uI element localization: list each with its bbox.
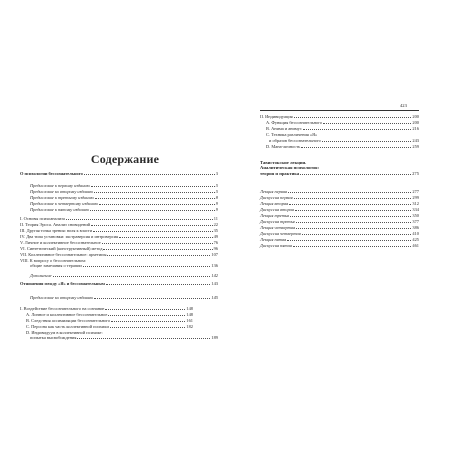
toc-entry-page: 216 <box>412 126 419 131</box>
toc-entry-page: 22 <box>213 222 218 227</box>
toc-entry-page: 189 <box>211 335 218 340</box>
heading-line-3 <box>260 171 419 176</box>
toc-entry-page: 200 <box>412 114 419 119</box>
toc-entry-title: Лекция первая <box>260 189 287 194</box>
toc-entry-title: Дискуссия пятая <box>260 243 292 248</box>
leader-dots <box>107 255 210 256</box>
heading-line-2: Аналитическая психология: <box>260 165 319 171</box>
toc-entry-title: Предисловие ко второму изданию <box>30 189 94 194</box>
toc-entry-title: А. Функция бессознательного <box>266 120 323 125</box>
lecture-entry <box>260 231 419 236</box>
leader-dots <box>289 204 411 205</box>
toc-entry-title: С. Персона как часть коллективной психики <box>26 324 109 329</box>
toc-entry-page: 410 <box>412 231 419 236</box>
lecture-entry <box>260 207 419 212</box>
toc-entry-title: А. Личное и коллективное бессознательное <box>26 312 108 317</box>
toc-entry <box>269 138 419 143</box>
toc-entry-title: Дискуссия четвертая <box>260 231 301 236</box>
leader-dots <box>53 276 211 277</box>
toc-entry <box>20 171 218 176</box>
leader-dots <box>295 210 412 211</box>
toc-entry-page: 49 <box>213 234 218 239</box>
page-title: Содержание <box>90 152 160 166</box>
lecture-entry <box>260 213 419 218</box>
lecture-entry <box>260 237 419 242</box>
leader-dots <box>119 237 213 238</box>
toc-entry-title: Дискуссия вторая <box>260 207 294 212</box>
toc-entry-continuation <box>266 144 419 149</box>
section-heading <box>260 160 419 176</box>
toc-entry-title: VIII. К вопросу о бессознательном: <box>20 258 87 263</box>
toc-entry-page: 9 <box>215 201 218 206</box>
leader-dots <box>106 284 211 285</box>
toc-entry <box>30 183 218 188</box>
leader-dots <box>293 246 412 247</box>
leader-dots <box>287 240 411 241</box>
toc-entry-page: 9 <box>215 207 218 212</box>
toc-entry-page: 259 <box>412 144 419 149</box>
heading-line-3-text: теория и практика <box>260 170 300 176</box>
toc-entry <box>266 126 419 131</box>
toc-entry-continuation <box>20 263 218 268</box>
leader-dots <box>94 298 210 299</box>
toc-entry-title: Дискуссия первая <box>260 195 293 200</box>
lecture-entry <box>260 195 419 200</box>
toc-entry <box>30 273 218 278</box>
toc-entry <box>30 201 218 206</box>
toc-entry-title: Дополнение <box>30 273 52 278</box>
toc-entry-page: 334 <box>412 207 419 212</box>
toc-entry-page: 11 <box>213 216 218 221</box>
toc-entry-page: 425 <box>412 237 419 242</box>
toc-entry-page: 161 <box>186 318 193 323</box>
toc-entry <box>20 228 218 233</box>
toc-entry-subtitle: D. Мана-личность <box>266 144 301 149</box>
toc-entry-page: 200 <box>412 120 419 125</box>
toc-entry-page: 299 <box>412 195 419 200</box>
toc-entry-page: 312 <box>412 201 419 206</box>
toc-entry <box>20 306 193 311</box>
leader-dots <box>294 198 412 199</box>
toc-entry-title: О психологии бессознательного <box>20 171 83 176</box>
toc-entry-title: I. Воздействие бессознательного на сознание <box>20 306 105 311</box>
toc-entry-title: Предисловие к пятому изданию <box>30 207 90 212</box>
toc-entry-title: Лекция пятая <box>260 237 287 242</box>
leader-dots <box>94 192 215 193</box>
leader-dots <box>300 174 411 175</box>
leader-dots <box>90 210 215 211</box>
header-rule <box>260 110 419 111</box>
toc-entry-title: D. Индивидуум в коллективной психике: <box>26 330 103 335</box>
toc-entry-title: IV. Два типа установки: экстраверсия и интроверсия <box>20 234 119 239</box>
toc-entry-title: Предисловие к первому изданию <box>30 183 90 188</box>
toc-entry <box>20 222 218 227</box>
toc-entry-page: 143 <box>211 281 218 286</box>
toc-entry-page: 107 <box>211 252 218 257</box>
toc-entry-title: Лекция четвертая <box>260 225 296 230</box>
toc-entry-page: 377 <box>412 219 419 224</box>
toc-entry-continuation <box>26 335 218 340</box>
toc-entry-page: 148 <box>186 306 193 311</box>
toc-entry <box>266 144 419 149</box>
leader-dots <box>294 117 412 118</box>
toc-entry <box>260 114 419 119</box>
toc-entry <box>20 252 218 257</box>
toc-entry-title: I. Основы психоанализа <box>20 216 65 221</box>
toc-entry-title: Предисловие к четвертому изданию <box>30 201 98 206</box>
toc-entry <box>26 324 193 329</box>
toc-entry-title: Лекция третья <box>260 213 289 218</box>
lecture-entry <box>260 219 419 224</box>
toc-entry <box>30 295 218 300</box>
toc-entry-page: 8 <box>215 195 218 200</box>
leader-dots <box>105 309 185 310</box>
toc-entry-title: V. Личное и коллективное бессознательное <box>20 240 101 245</box>
leader-dots <box>322 141 412 142</box>
toc-entry-page: 5 <box>215 189 218 194</box>
toc-entry-title: В. Следствия ассимиляции бессознательного <box>26 318 111 323</box>
toc-entry-subtitle: общие замечания о терапии <box>30 263 82 268</box>
toc-entry-page: 35 <box>213 228 218 233</box>
leader-dots <box>108 315 185 316</box>
toc-entry-subtitle: и образов бессознательного <box>269 138 321 143</box>
toc-entry-page: 461 <box>412 243 419 248</box>
toc-entry-title: В. Анима и анимус <box>266 126 302 131</box>
toc-entry-page: 277 <box>412 189 419 194</box>
leader-dots <box>102 243 213 244</box>
toc-entry <box>20 281 218 286</box>
leader-dots <box>296 222 412 223</box>
toc-entry-title: Отношения между «Я» и бессознательным <box>20 281 105 286</box>
toc-entry-subtitle: попытка высвобождения <box>30 335 77 340</box>
toc-entry <box>20 234 218 239</box>
toc-entry-page: 142 <box>211 273 218 278</box>
toc-entry-page: 5 <box>215 183 218 188</box>
leader-dots <box>91 186 215 187</box>
right-page <box>225 0 450 450</box>
leader-dots <box>111 321 185 322</box>
toc-entry <box>30 189 218 194</box>
lecture-entry <box>260 243 419 248</box>
leader-dots <box>77 338 210 339</box>
toc-entry-title: С. Техника различения «Я» <box>266 132 318 137</box>
toc-entry-title: III. Другая точка зрения: воля к власти <box>20 228 93 233</box>
leader-dots <box>290 216 411 217</box>
toc-entry <box>20 258 218 268</box>
leader-dots <box>93 231 213 232</box>
toc-entry-page: 76 <box>213 240 218 245</box>
lecture-entry <box>260 225 419 230</box>
lecture-entry <box>260 201 419 206</box>
leader-dots <box>301 147 411 148</box>
toc-entry-page: 148 <box>186 312 193 317</box>
leader-dots <box>302 234 412 235</box>
toc-entry-title: Лекция вторая <box>260 201 289 206</box>
toc-entry-title: Предисловие к третьему изданию <box>30 195 94 200</box>
toc-entry-page: 3 <box>215 171 218 176</box>
toc-entry <box>266 120 419 125</box>
toc-entry <box>26 318 193 323</box>
toc-entry-continuation <box>269 138 419 143</box>
leader-dots <box>99 204 215 205</box>
toc-entry <box>20 246 218 251</box>
toc-entry <box>26 312 193 317</box>
leader-dots <box>91 225 213 226</box>
page-number: 423 <box>400 103 407 108</box>
lecture-entry <box>260 189 419 194</box>
leader-dots <box>83 266 211 267</box>
leader-dots <box>95 198 215 199</box>
toc-entry-title: VI. Синтетический (конструктивный) метод <box>20 246 103 251</box>
toc-entry-title: II. Индивидуация <box>260 114 293 119</box>
leader-dots <box>103 249 212 250</box>
toc-entry-page: 386 <box>412 225 419 230</box>
toc-entry-page: 96 <box>213 246 218 251</box>
toc-entry-page: 145 <box>211 295 218 300</box>
toc-entry-title: VII. Коллективное бессознательное: архетипы <box>20 252 107 257</box>
heading-line-3-page: 275 <box>412 170 419 176</box>
toc-entry-title: Дискуссия третья <box>260 219 295 224</box>
toc-entry <box>30 195 218 200</box>
toc-entry-title: II. Теория Эроса. Анализ сновидений <box>20 222 91 227</box>
leader-dots <box>84 174 215 175</box>
leader-dots <box>303 129 412 130</box>
toc-entry <box>20 240 218 245</box>
leader-dots <box>296 228 411 229</box>
toc-entry-page: 182 <box>186 324 193 329</box>
leader-dots <box>66 219 213 220</box>
toc-entry <box>30 207 218 212</box>
toc-entry-title: Предисловие ко второму изданию <box>30 295 94 300</box>
leader-dots <box>323 123 411 124</box>
toc-entry-page: 136 <box>211 263 218 268</box>
leader-dots <box>288 192 411 193</box>
toc-entry-page: 350 <box>412 213 419 218</box>
toc-entry <box>26 330 218 340</box>
heading-line-1: Тавистокские лекции. <box>260 160 307 165</box>
toc-entry <box>20 216 218 221</box>
toc-entry-page: 243 <box>412 138 419 143</box>
leader-dots <box>110 327 186 328</box>
